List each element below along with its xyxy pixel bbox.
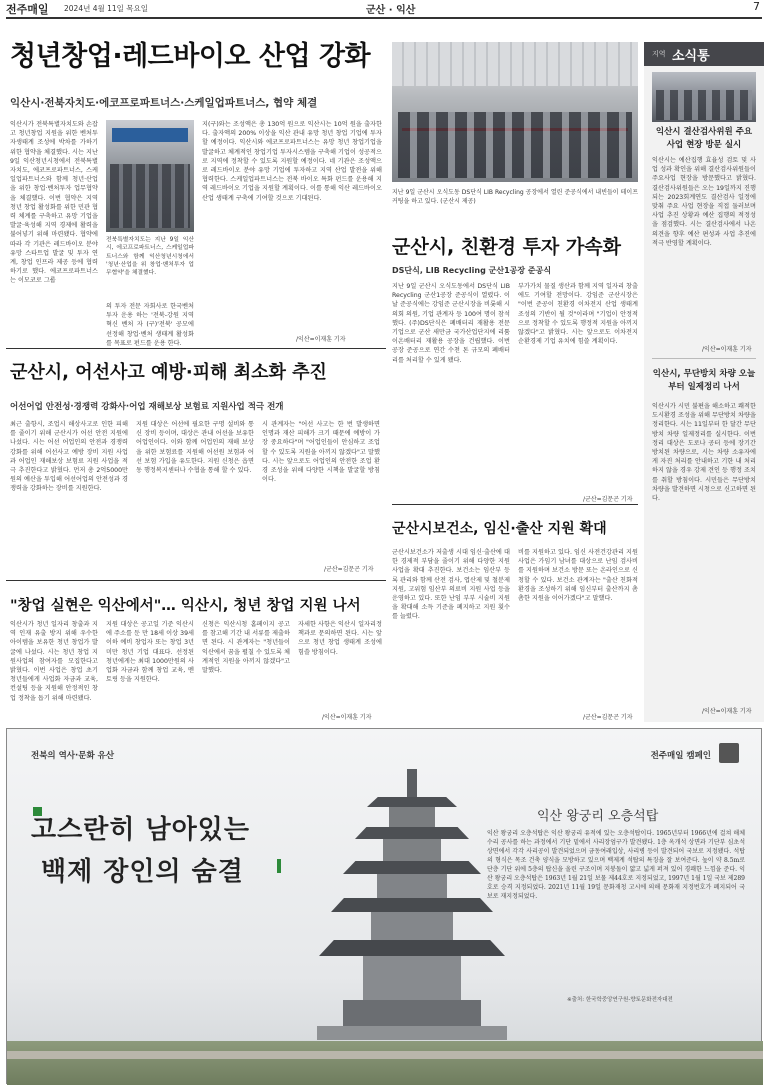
campaign-body: 익산 왕궁리 오층석탑은 익산 왕궁리 유적에 있는 오층석탑이다. 1965년부터 1966년에 걸쳐 해체 수리 공사를 하는 과정에서 기단 밑에서 사리장엄구가 발견됐다. 1층 옥개석 상면과 기단부 심초석 상면에서 각각 사리공이 발견되었으며 금동여래입상, 사리병 등이 발견되어 국보로 지정됐다. 석탑의 형식은 목조 건축 양식을 모방하고 있으며 백제계 석탑의 특징을 잘 보여준다. 높이 약 8.5m로 단층 기단 위에 5층의 탑신을 올린 구조이며 지붕돌이 얇고 넓게 퍼져 있어 경쾌한 느낌을 준다. 익산 왕궁리 오층석탑은 1963년 1월 21일 보물 제44호로 지정되었고, 1997년 1월 1일 국보 제289호로 승격 지정되었다. 2021년 11월 19일 문화재청 고시에 의해 문화재 지정번호가 폐지되어 국보로 재지정되었다. [487,830,745,900]
sidebar-item2-headline: 익산시, 무단방치 차량 오늘부터 일제정리 나서 [652,369,756,392]
pagoda-roof-1 [319,940,505,956]
sidebar-item1-body: 익산시는 예산집행 효율성 검토 및 사업 성과 확인을 위해 결산검사위원들이 주요사업 현장을 방문했다고 밝혔다. 결산검사위원들은 오는 19일까지 진행되는 2023회계연도 결산검사 일정에 맞춰 주요 사업 현장을 직접 둘러보며 사업 추진 상황과 예산 집행의 적정성을 점검했다. 시는 결산검사에서 나온 의견을 향후 예산 편성과 사업 추진에 적극 반영할 계획이다. [652,157,756,247]
campaign-headline-line2: 백제 장인의 숨결 [41,857,244,887]
campaign-headline-line1: 고스란히 남아있는 [31,815,250,845]
story1-body-col1: 익산시가 전북특별자치도와 손잡고 청년창업 지원을 위한 벤처투자생태계 조성에 박차를 가하기 위한 협약을 체결했다. 시는 지난 9일 익산청년시청에서 전북특별자치도, 에코프로파트너스, 스케일업파트너스와 함께 청년·산업을 위한 창업·벤처투자 업무협약을 체결했다. 이번 협약은 지역 청년 창업 활성화를 위한 민관 협력 체계를 구축하고 유망 기업을 발굴·육성해 지역 경제에 활력을 불어넣기 위해 마련됐다. 협약에 따라 각 기관은 레드바이오 분야 유망 스타트업 발굴 및 투자 연계, 창업 인프라 제공 등에 협력하기로 했다. 에코프로파트너스는 이모코로 그룹 [10,121,98,285]
pagoda-body-2 [371,912,453,940]
masthead-rule [6,17,762,19]
story4-byline: /군산=김문곤 기자 [583,714,633,721]
masthead [6,0,762,16]
sidebar [644,42,764,722]
pagoda-body-4 [383,839,441,861]
story2-byline: /군산=김문곤 기자 [583,496,633,503]
story5-byline: /익산=이재훈 기자 [322,714,372,721]
masthead-date: 2024년 4월 11일 목요일 [64,4,149,13]
sidebar-item1-headline: 익산시 결산검사위원 주요사업 현장 방문 실시 [655,127,753,150]
pagoda-body-1 [363,956,461,1000]
sidebar-photo-people [656,90,752,120]
story1-photo [106,120,194,232]
story4-body-col2: 비를 지원하고 있다. 임신 사전건강관리 지원 사업은 가임기 남녀를 대상으로 난임 검사비를 지원하며 보건소 방문 또는 온라인으로 신청할 수 있다. 보건소 관계자는 "출산 친화적 환경을 조성하기 위해 임신부터 출산까지 촘촘한 지원을 이어가겠다"고 말했다. [518,549,638,603]
story2-photo [392,42,638,182]
pagoda-body-3 [377,874,447,898]
story1-byline: /익산=이재훈 기자 [296,336,346,343]
pagoda-base [343,1000,481,1026]
sidebar-photo [652,72,756,122]
story4-body-col1: 군산시보건소가 저출생 시대 임신·출산에 대한 경제적 부담을 줄이기 위해 다양한 지원 사업을 확대 추진한다. 보건소는 임산부 등록 관리와 함께 산전 검사, 엽산제 및 철분제 지원, 고위험 임산부 의료비 지원 사업 등을 운영하고 있다. 또한 난임 부부 시술비 지원을 확대해 소득 기준을 폐지하고 지원 횟수를 늘렸다. [392,549,510,621]
ground-grass [7,1041,763,1085]
campaign-title: 익산 왕궁리 오층석탑 [537,809,659,824]
story5-top-rule [6,580,386,581]
campaign-logo-mark [719,743,739,763]
story1-body-col2: 의 투자 전문 자회사로 한국벤처투자 운용 하는 '전북-강원 지역혁신 벤처 자 (구)'전북' 공모에 선정해 창업·벤처 생태계 활성화를 목표로 펀드를 운용 한다. [106,303,194,347]
story1-photo-caption: 전북특별자치도는 지난 9일 익산시, 에코프로파트너스, 스케일업파트너스와 함께 익산청년시청에서 '청년·산업을 위 창업·벤처투자 업무협약'을 체결했다. [106,237,194,277]
pagoda-platform [317,1026,507,1040]
sidebar-item2-body: 익산시가 시민 불편을 해소하고 쾌적한 도시환경 조성을 위해 무단방치 차량을 정리한다. 시는 11일부터 한 달간 무단방치 차량 일제정리를 실시한다. 이번 정리 대상은 도로나 공터 등에 장기간 방치된 차량으로, 시는 차량 소유자에게 자진 처리를 안내하고 기한 내 처리하지 않을 경우 강제 견인 등 행정 조치를 취할 방침이다. 시민들은 무단방치 차량을 발견하면 시청으로 신고하면 된다. [652,403,756,503]
story3-subhead: 어선어업 안전성·경쟁력 강화사·어업 재해보상 보험료 지원사업 적극 전개 [10,402,284,412]
campaign-tag-right: 전주매일 캠페인 [650,751,711,761]
story3-body-col3: 시 관계자는 "어선 사고는 한 번 발생하면 인명과 재산 피해가 크기 때문에 예방이 가장 중요하다"며 "어업인들이 안심하고 조업할 수 있도록 지원을 아끼지 않겠다"고 말했다. 시는 앞으로도 어업인의 안전한 조업 환경 조성을 위해 다양한 시책을 발굴할 방침이다. [262,421,380,484]
story3-byline: /군산=김문곤 기자 [324,566,374,573]
story2-body-col1: 지난 9일 군산시 오식도동에서 DS단식 LIB Recycling 군산1공장 준공식이 열렸다. 이날 준공식에는 강임준 군산시장을 비롯해 시의회 의원, 기업 관계자 등 100여 명이 참석했다. (주)DS단식은 폐배터리 재활용 전문 기업으로 군산 새만금 국가산업단지에 리튬이온배터리 재활용 공장을 건립했다. 이번 공장 준공으로 연간 수천 톤 규모의 폐배터리를 처리할 수 있게 됐다. [392,283,510,364]
story3-top-rule [6,348,386,349]
story4-headline: 군산시보건소, 임신·출산 지원 확대 [392,521,607,537]
campaign-box [6,728,762,1084]
masthead-page-number: 7 [753,0,760,13]
story5-headline: "창업 실현은 익산에서"… 익산시, 청년 창업 지원 나서 [10,598,361,614]
factory-ceiling [392,42,638,86]
banner-shape [112,128,188,142]
pagoda-roof-4 [355,827,469,839]
ground-path [7,1051,763,1059]
people-silhouettes [110,164,190,228]
pagoda-body-5 [389,807,435,827]
story1-body-col3: 지(구)와는 조성액은 총 130억 원으로 익산시는 10억 원을 출자한다. 출자액의 200% 이상을 익산 관내 유망 청년 창업 기업에 투자할 예정이다. 익산시와 에코프로파트너스는 유망 청년 창업기업을 발굴하고 체계적인 창업기업 투자시스템을 구축해 기업이 성공적으로 지역에 정착할 수 있도록 지원할 예정이다. 네 기관은 조성액으로 레드바이오 분야 유망 기업에 투자하고 지역 산업 발전을 위해 협력한다. 스케일업파트너스는 전북 바이오 특화 펀드를 운용해 지역 레드바이오 기업을 지원할 계획이다. 이를 통해 익산 레드바이오 산업 생태계 구축에 기여할 것으로 기대된다. [202,121,382,202]
people-row [398,112,632,178]
campaign-source: ※출처: 한국학중앙연구원-향토문화전자대전 [567,997,673,1003]
sidebar-title-bar [644,42,764,66]
sidebar-title: 소식통 [672,49,710,64]
story2-subhead: DS단식, LIB Recycling 군산1공장 준공식 [392,266,552,275]
story2-headline: 군산시, 친환경 투자 가속화 [392,236,621,258]
story5-body-col4: 자세한 사항은 익산시 일자리정책과로 문의하면 된다. 시는 앞으로 청년 창업 생태계 조성에 힘쓸 방침이다. [298,621,382,656]
story5-body-col3: 신청은 익산시청 홈페이지 공고를 참고해 기간 내 서류를 제출하면 된다. 시 관계자는 "청년들이 익산에서 꿈을 펼칠 수 있도록 체계적인 지원을 아끼지 않겠다"고 말했다. [202,621,290,675]
story5-body-col2: 지원 대상은 공고일 기준 익산시에 주소를 둔 만 18세 이상 39세 이하 예비 창업자 또는 창업 3년 미만 청년 기업 대표다. 선정된 청년에게는 최대 1000만원의 사업화 자금과 함께 창업 교육, 멘토링 등을 지원한다. [106,621,194,684]
masthead-paper-name: 전주매일 [6,3,49,16]
sidebar-item1-byline: /익산=이재훈 기자 [702,346,752,353]
story3-headline: 군산시, 어선사고 예방·피해 최소화 추진 [10,362,327,383]
story2-photo-caption: 지난 9일 군산시 오식도동 DS단식 LIB Recycling 공장에서 열린 준공식에서 내빈들이 테이프 커팅을 하고 있다. (군산시 제공) [392,189,638,205]
story5-body-col1: 익산시가 청년 일자리 창출과 지역 인재 유출 방지 위해 우수한 아이템을 보유한 청년 창업가 발굴에 나섰다. 시는 청년 창업 지원사업의 참여자를 모집한다고 밝혔다. 이번 사업은 창업 초기 청년들에게 사업화 자금과 교육, 컨설팅 등을 지원해 안정적인 창업 정착을 돕기 위해 마련됐다. [10,621,98,702]
story1-subhead: 익산시·전북자치도·에코프로파트너스·스케일업파트너스, 협약 체결 [10,97,318,109]
pagoda-roof-2 [331,898,493,912]
pagoda-roof-5 [367,797,457,807]
story3-body-col1: 최근 출항시, 조업시 해상사고로 인한 피해를 줄이기 위해 군산시가 어선 안전 지원에 나섰다. 시는 어선 어업인의 안전과 경쟁력 강화를 위해 어선사고 예방 장비 지원 사업과 어업인 재해보상 보험료 지원 사업을 적극 추진한다고 밝혔다. 먼저 총 2억5000만원의 예산을 투입해 어선어업의 안전성과 경쟁력을 강화하는 장비를 지원한다. [10,421,128,493]
campaign-tag-left: 전북의 역사·문화 유산 [31,751,115,761]
campaign-accent-bars [277,859,281,873]
story2-body-col2: 부가가치 물질 생산과 함께 지역 일자리 창출에도 기여할 전망이다. 강임준 군산시장은 "이번 준공이 친환경 이차전지 산업 생태계 조성의 기반이 될 것"이라며 "기업이 안정적으로 정착할 수 있도록 행정적 지원을 아끼지 않겠다"고 밝혔다. 시는 앞으로도 이차전지 순환경제 기업 유치에 힘쓸 계획이다. [518,283,638,346]
sidebar-label: 지역 [652,50,666,58]
sidebar-item2-byline: /익산=이재훈 기자 [702,708,752,715]
story3-body-col2: 지원 대상은 어선에 필요한 구명 설비와 통신 장비 등이며, 대상은 관내 어선을 보유한 어업인이다. 이와 함께 어업인의 재해 보상을 위한 보험료를 지원해 어선원 보험과 어선 보험 가입을 유도한다. 지원 신청은 읍면동 행정복지센터나 수협을 통해 할 수 있다. [136,421,254,475]
story4-top-rule [392,504,638,505]
pagoda-finial [407,769,417,799]
masthead-section: 군산 · 익산 [366,5,416,16]
pagoda-roof-3 [343,861,481,874]
sidebar-divider [652,358,756,359]
story1-headline: 청년창업·레드바이오 산업 강화 [10,41,371,72]
